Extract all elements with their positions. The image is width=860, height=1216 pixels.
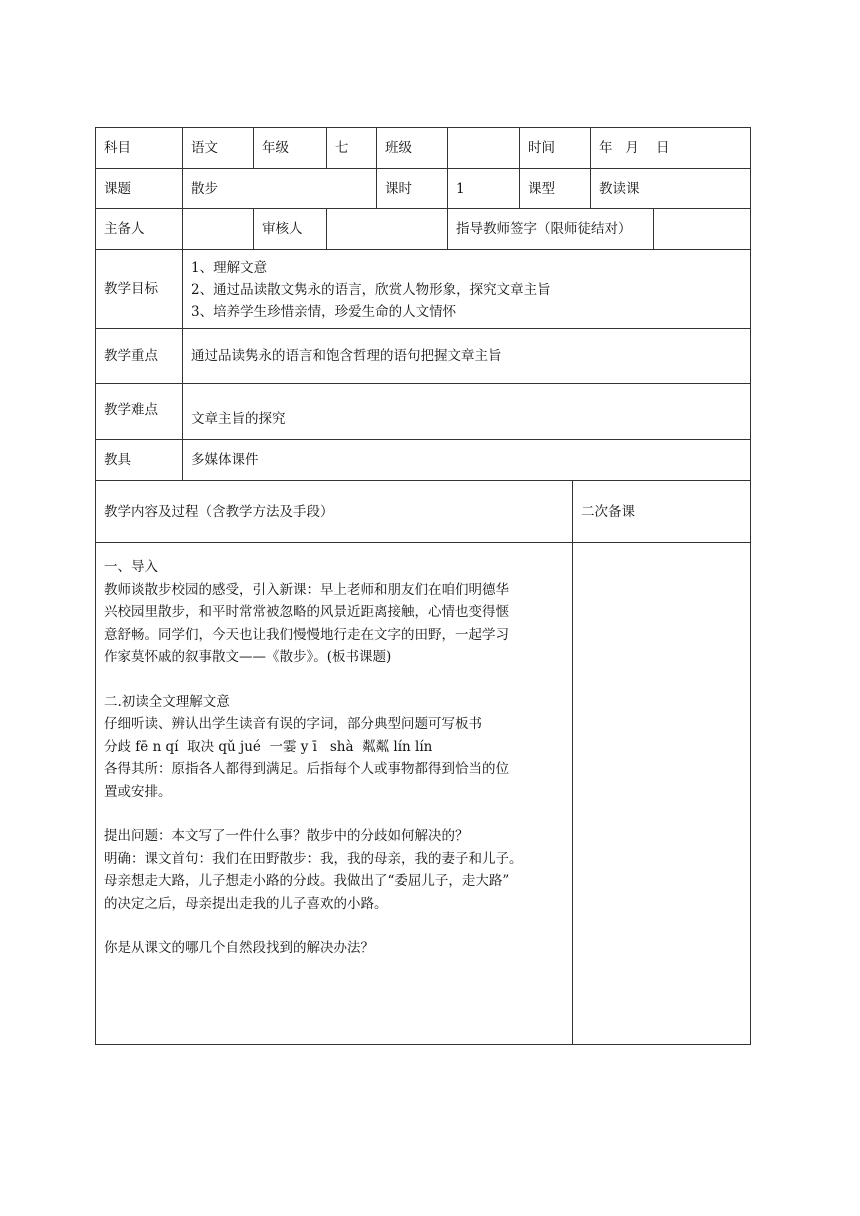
grade-value: 七 bbox=[326, 127, 377, 169]
section-title: 二.初读全文理解文意 bbox=[104, 693, 230, 710]
goals-label: 教学目标 bbox=[95, 249, 183, 329]
type-label: 课型 bbox=[519, 168, 591, 209]
class-label: 班级 bbox=[376, 127, 448, 169]
section-title: 一、导入 bbox=[104, 559, 158, 575]
time-value: 年 月 日 bbox=[590, 127, 751, 169]
content-line: 的决定之后，母亲提出走我的儿子喜欢的小路。 bbox=[104, 895, 388, 912]
reviewer-value bbox=[326, 208, 448, 250]
reviewer-label: 审核人 bbox=[253, 208, 327, 250]
content-line: 兴校园里散步，和平时常常被忽略的风景近距离接触，心情也变得惬 bbox=[104, 604, 509, 620]
subject-label: 科目 bbox=[95, 127, 183, 169]
content-line: 分歧 fē n qí 取决 qǔ jué 一霎 y ī shà 粼粼 lín lín bbox=[104, 738, 433, 755]
class-value bbox=[447, 127, 520, 169]
process-content bbox=[104, 556, 566, 960]
process-header-left: 教学内容及过程（含教学方法及手段） bbox=[95, 480, 573, 543]
content-line: 置或安排。 bbox=[104, 783, 172, 800]
preparer-value bbox=[182, 208, 254, 250]
content-line: 教师谈散步校园的感受，引入新课：早上老师和朋友们在咱们明德华 bbox=[104, 581, 509, 598]
content-line: 各得其所：原指各人都得到满足。后指每个人或事物都得到恰当的位 bbox=[104, 761, 509, 777]
grade-label: 年级 bbox=[253, 127, 327, 169]
period-label: 课时 bbox=[376, 168, 448, 209]
second-prep-cell bbox=[572, 542, 751, 1045]
goal-item: 3、培养学生珍惜亲情，珍爱生命的人文情怀 bbox=[191, 304, 457, 320]
content-line: 你是从课文的哪几个自然段找到的解决办法？ bbox=[104, 940, 374, 956]
time-label: 时间 bbox=[519, 127, 591, 169]
content-line: 仔细听读、辨认出学生读音有误的字词，部分典型问题可写板书 bbox=[104, 716, 482, 732]
mentor-signature-value bbox=[653, 208, 751, 250]
tools-value: 多媒体课件 bbox=[182, 439, 751, 481]
preparer-label: 主备人 bbox=[95, 208, 183, 250]
focus-label: 教学重点 bbox=[95, 328, 183, 384]
period-value: 1 bbox=[447, 168, 520, 209]
tools-label: 教具 bbox=[95, 439, 183, 481]
topic-label: 课题 bbox=[95, 168, 183, 209]
content-line: 提出问题：本文写了一件什么事？散步中的分歧如何解决的？ bbox=[104, 828, 469, 844]
difficulty-label: 教学难点 bbox=[95, 383, 183, 440]
content-line: 母亲想走大路，儿子想走小路的分歧。我做出了“委屈儿子，走大路” bbox=[104, 873, 510, 889]
type-value: 教读课 bbox=[590, 168, 751, 209]
process-header-right: 二次备课 bbox=[572, 480, 751, 543]
difficulty-value: 文章主旨的探究 bbox=[182, 383, 751, 440]
mentor-signature-label: 指导教师签字（限师徒结对） bbox=[447, 208, 654, 250]
content-line: 作家莫怀戚的叙事散文——《散步》。(板书课题) bbox=[104, 649, 392, 665]
goal-item: 2、通过品读散文隽永的语言，欣赏人物形象，探究文章主旨 bbox=[191, 282, 551, 298]
subject-value: 语文 bbox=[182, 127, 254, 169]
content-line: 意舒畅。同学们，今天也让我们慢慢地行走在文字的田野，一起学习 bbox=[104, 626, 509, 643]
focus-value: 通过品读隽永的语言和饱含哲理的语句把握文章主旨 bbox=[182, 328, 751, 384]
content-line: 明确：课文首句：我们在田野散步：我，我的母亲，我的妻子和儿子。 bbox=[104, 850, 523, 867]
goals-value bbox=[182, 249, 751, 329]
topic-value: 散步 bbox=[182, 168, 377, 209]
goal-item: 1、理解文意 bbox=[191, 260, 268, 276]
